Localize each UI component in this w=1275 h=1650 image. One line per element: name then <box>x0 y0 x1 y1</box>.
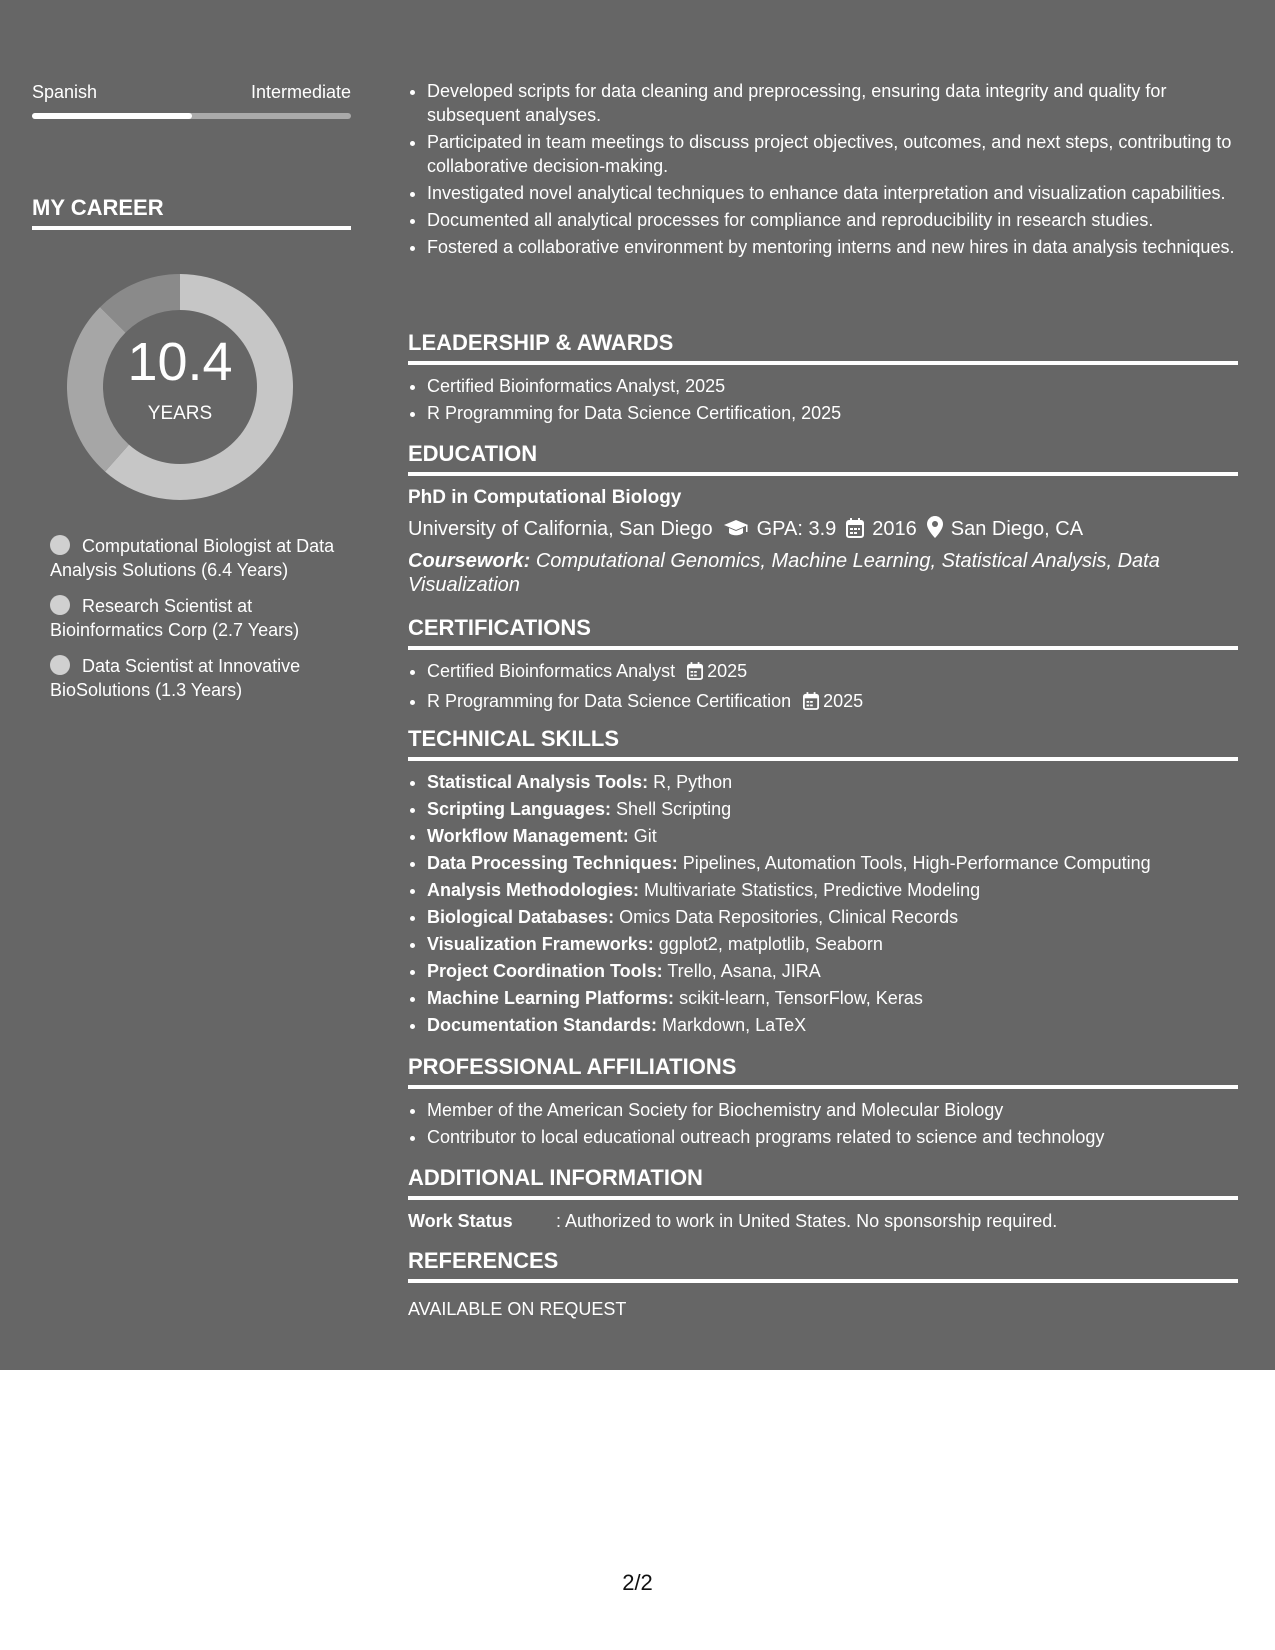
skill-item <box>427 905 1238 929</box>
skill-item <box>427 932 1238 956</box>
education-year: 2016 <box>872 518 917 540</box>
career-legend-item <box>50 534 340 582</box>
coursework-label: Coursework: <box>408 550 531 572</box>
career-donut-chart <box>67 274 293 500</box>
skill-label: Statistical Analysis Tools: <box>427 772 649 792</box>
experience-bullet: • Documented all analytical processes for compliance and reproducibility in research studies. <box>427 208 1238 232</box>
education-coursework <box>408 549 1238 597</box>
skill-label: Project Coordination Tools: <box>427 961 663 981</box>
career-legend <box>50 534 340 714</box>
skill-item <box>427 986 1238 1010</box>
certifications-section <box>408 614 1238 719</box>
career-legend-item <box>50 654 340 702</box>
section-rule <box>408 757 1238 761</box>
career-total-value: 10.4 <box>127 332 233 392</box>
location-pin-icon <box>927 516 943 546</box>
section-rule <box>408 361 1238 365</box>
education-gpa: GPA: 3.9 <box>756 518 837 540</box>
skill-item <box>427 959 1238 983</box>
graduation-cap-icon <box>723 518 749 546</box>
education-school: University of California, San Diego <box>408 518 713 540</box>
career-legend-item <box>50 594 340 642</box>
certification-year: 2025 <box>707 661 748 681</box>
education-location: San Diego, CA <box>950 518 1084 540</box>
skill-label: Visualization Frameworks: <box>427 934 654 954</box>
skill-value: Pipelines, Automation Tools, High-Performance Computing <box>682 853 1151 873</box>
skills-heading: TECHNICAL SKILLS <box>408 726 620 751</box>
certification-item <box>427 659 1238 686</box>
calendar-icon <box>687 662 703 686</box>
work-status-label: Work Status <box>408 1211 513 1231</box>
skill-item <box>427 824 1238 848</box>
certifications-list <box>408 659 1238 716</box>
calendar-icon <box>846 518 864 546</box>
skill-value: Shell Scripting <box>616 799 732 819</box>
skill-label: Documentation Standards: <box>427 1015 658 1035</box>
skill-value: Omics Data Repositories, Clinical Records <box>619 907 959 927</box>
skill-item <box>427 1013 1238 1037</box>
skill-value: scikit-learn, TensorFlow, Keras <box>679 988 923 1008</box>
career-donut-segment-2 <box>67 307 129 471</box>
skill-label: Workflow Management: <box>427 826 629 846</box>
career-legend-label: Computational Biologist at Data Analysis Solutions (6.4 Years) <box>50 536 335 580</box>
work-status-row <box>408 1209 1238 1233</box>
leadership-item: • R Programming for Data Science Certification, 2025 <box>427 401 1238 425</box>
legend-dot-icon <box>50 655 70 675</box>
affiliation-item: • Member of the American Society for Biochemistry and Molecular Biology <box>427 1098 1238 1122</box>
skill-label: Scripting Languages: <box>427 799 612 819</box>
work-status-value: : Authorized to work in United States. No sponsorship required. <box>556 1211 1058 1231</box>
skill-value: Markdown, LaTeX <box>662 1015 807 1035</box>
affiliations-section <box>408 1053 1238 1152</box>
affiliations-heading: PROFESSIONAL AFFILIATIONS <box>408 1054 737 1079</box>
skill-item <box>427 851 1238 875</box>
legend-dot-icon <box>50 595 70 615</box>
legend-dot-icon <box>50 535 70 555</box>
skill-value: Trello, Asana, JIRA <box>667 961 821 981</box>
language-row <box>32 82 351 104</box>
section-rule <box>408 1279 1238 1283</box>
experience-bullet: • Investigated novel analytical techniques to enhance data interpretation and visualization capabilities. <box>427 181 1238 205</box>
skill-label: Analysis Methodologies: <box>427 880 640 900</box>
section-rule <box>408 1085 1238 1089</box>
skill-item <box>427 878 1238 902</box>
experience-section <box>408 79 1238 262</box>
affiliations-list <box>408 1098 1238 1149</box>
experience-bullet: • Developed scripts for data cleaning and preprocessing, ensuring data integrity and quality for subsequent analyses. <box>427 79 1238 127</box>
section-rule <box>408 472 1238 476</box>
skill-value: R, Python <box>653 772 733 792</box>
education-details <box>408 515 1238 546</box>
affiliation-item: • Contributor to local educational outreach programs related to science and technology <box>427 1125 1238 1149</box>
leadership-heading: LEADERSHIP & AWARDS <box>408 330 674 355</box>
leadership-list <box>408 374 1238 425</box>
education-heading: EDUCATION <box>408 441 538 466</box>
coursework-list: Computational Genomics, Machine Learning, Statistical Analysis, Data Visualization <box>408 550 1160 596</box>
language-proficiency-bar <box>32 113 351 119</box>
skill-label: Machine Learning Platforms: <box>427 988 675 1008</box>
references-section <box>408 1247 1238 1321</box>
certification-name: R Programming for Data Science Certification <box>427 691 792 711</box>
section-rule <box>408 646 1238 650</box>
references-text: AVAILABLE ON REQUEST <box>408 1299 627 1319</box>
career-legend-label: Research Scientist at Bioinformatics Corp (2.7 Years) <box>50 596 300 640</box>
language-proficiency-fill <box>32 113 192 119</box>
skill-label: Biological Databases: <box>427 907 615 927</box>
career-heading: MY CAREER <box>32 195 164 220</box>
references-heading: REFERENCES <box>408 1248 559 1273</box>
leadership-item: • Certified Bioinformatics Analyst, 2025 <box>427 374 1238 398</box>
certifications-heading: CERTIFICATIONS <box>408 615 591 640</box>
language-level: Intermediate <box>250 82 351 102</box>
education-section <box>408 440 1238 597</box>
skills-section <box>408 725 1238 1040</box>
experience-bullets <box>408 79 1238 259</box>
leadership-section <box>408 329 1238 428</box>
additional-info-heading: ADDITIONAL INFORMATION <box>408 1165 703 1190</box>
skill-value: ggplot2, matplotlib, Seaborn <box>658 934 883 954</box>
section-rule <box>408 1196 1238 1200</box>
career-total-unit: YEARS <box>147 403 213 424</box>
career-legend-label: Data Scientist at Innovative BioSolutions (1.3 Years) <box>50 656 301 700</box>
page-number: 2/2 <box>622 1570 653 1595</box>
experience-bullet: • Fostered a collaborative environment by mentoring interns and new hires in data analysis techniques. <box>427 235 1238 259</box>
skill-value: Multivariate Statistics, Predictive Modeling <box>644 880 981 900</box>
certification-name: Certified Bioinformatics Analyst <box>427 661 676 681</box>
language-name: Spanish <box>32 82 98 102</box>
certification-year: 2025 <box>823 691 864 711</box>
education-degree: PhD in Computational Biology <box>408 487 682 508</box>
skill-value: Git <box>633 826 657 846</box>
certification-item <box>427 689 1238 716</box>
calendar-icon <box>803 692 819 716</box>
skill-label: Data Processing Techniques: <box>427 853 678 873</box>
experience-bullet: • Participated in team meetings to discuss project objectives, outcomes, and next steps, contributing to collaborative decision-making. <box>427 130 1238 178</box>
skills-list <box>408 770 1238 1037</box>
career-heading-rule <box>32 226 351 230</box>
skill-item <box>427 797 1238 821</box>
additional-info-section <box>408 1164 1238 1233</box>
skill-item <box>427 770 1238 794</box>
